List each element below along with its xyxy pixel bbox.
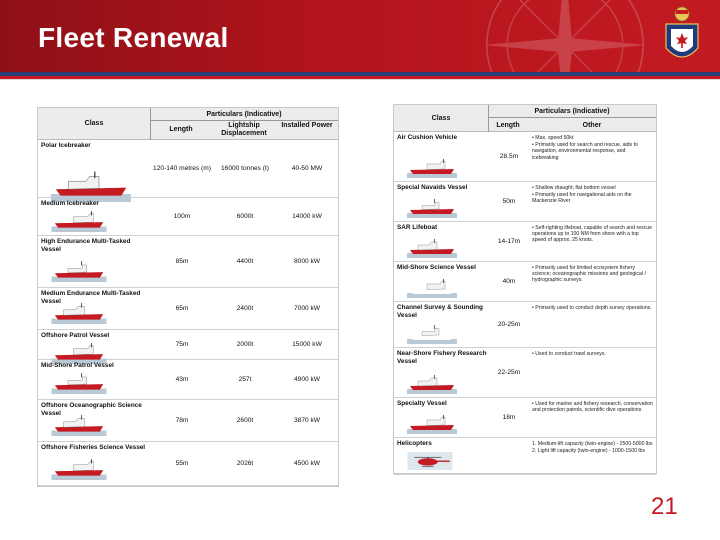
vessel-power: 14000 kW xyxy=(292,213,322,220)
vessel-image-frame xyxy=(44,260,114,287)
vessel-image xyxy=(44,260,114,282)
other-bullet: • Shallow draught; flat bottom vessel xyxy=(532,185,616,191)
other-bullet: • Used to conduct trawl surveys. xyxy=(532,351,606,357)
vessel-length: 65m xyxy=(175,305,189,312)
vessel-image xyxy=(400,278,464,298)
other-bullet: • Primarily used for search and rescue, aids to navigation, environmental response, and icebreaking xyxy=(532,142,638,161)
table-row xyxy=(38,330,338,360)
vessel-power: 7000 kW xyxy=(293,305,321,312)
vessel-class-name: Mid-Shore Patrol Vessel xyxy=(41,362,114,369)
vessel-class-name: Special Navaids Vessel xyxy=(397,184,468,191)
vessel-length: 55m xyxy=(175,460,189,467)
vessel-image xyxy=(400,198,464,218)
vessel-image xyxy=(44,302,114,324)
vessel-other-particulars xyxy=(532,401,653,414)
vessel-length: 78m xyxy=(175,417,189,424)
vessel-length: 14-17m xyxy=(497,238,521,245)
vessel-class-name: SAR Lifeboat xyxy=(397,224,438,231)
vessel-length: 20-25m xyxy=(497,321,521,328)
vessel-image-frame xyxy=(400,278,464,303)
column-header-displacement: Lightship Displacement xyxy=(221,122,267,137)
vessel-length: 18m xyxy=(502,414,516,421)
vessel-displacement: 2600t xyxy=(236,417,254,424)
vessel-class-name: Offshore Oceanographic Science Vessel xyxy=(41,402,142,417)
table-row xyxy=(38,360,338,400)
other-bullet: • Primarily used to conduct depth survey operations. xyxy=(532,305,652,311)
vessel-displacement: 2026t xyxy=(236,460,254,467)
vessel-image-frame xyxy=(400,238,464,263)
table-row xyxy=(394,348,656,398)
vessel-image xyxy=(400,324,464,344)
vessel-length: 28.5m xyxy=(499,153,519,160)
vessel-class-name: Mid-Shore Science Vessel xyxy=(397,264,476,271)
vessel-length: 75m xyxy=(175,341,189,348)
vessel-other-particulars xyxy=(532,185,653,206)
table-row xyxy=(394,302,656,348)
vessel-other-particulars xyxy=(532,305,653,312)
vessel-image-frame xyxy=(400,158,464,183)
vessel-power: 3870 kW xyxy=(293,417,321,424)
vessel-image xyxy=(400,158,464,178)
table-row xyxy=(38,198,338,236)
vessel-class-name: Specialty Vessel xyxy=(397,400,447,407)
table-header xyxy=(394,105,656,132)
vessel-displacement: 4400t xyxy=(236,258,254,265)
vessel-image xyxy=(44,210,114,232)
column-header-other: Other xyxy=(582,122,602,129)
vessel-image-frame xyxy=(400,198,464,223)
vessel-class-name: High Endurance Multi-Tasked Vessel xyxy=(41,238,131,253)
column-header-power: Installed Power xyxy=(281,122,333,129)
other-bullet: • Used for marine and fishery research, conservation and protection patrols, scientific dive operations xyxy=(532,401,653,414)
vessel-length: 22-25m xyxy=(497,369,521,376)
slide-title: Fleet Renewal xyxy=(38,22,229,53)
vessel-power: 4900 kW xyxy=(293,376,321,383)
vessel-length: 100m xyxy=(173,213,191,220)
table-row xyxy=(394,222,656,262)
column-group-particulars: Particulars (Indicative) xyxy=(206,111,282,118)
vessel-image-frame xyxy=(400,414,464,439)
vessel-class-name: Polar Icebreaker xyxy=(41,142,91,149)
vessel-length: 85m xyxy=(175,258,189,265)
vessel-displacement: 16000 tonnes (t) xyxy=(220,165,270,172)
vessel-class-name: Near-Shore Fishery Research Vessel xyxy=(397,350,487,365)
table-row xyxy=(394,262,656,302)
header-divider-grey xyxy=(0,79,720,80)
other-bullet: 1. Medium-lift capacity (twin-engine) - 2500-5000 lbs xyxy=(532,441,653,447)
helicopter-image xyxy=(400,452,460,470)
other-bullet: 2. Light lift capacity (twin-engine) - 1000-1500 lbs xyxy=(532,448,646,455)
vessel-image-frame xyxy=(44,210,114,237)
vessel-image xyxy=(400,238,464,258)
vessel-power: 15000 kW xyxy=(292,341,322,348)
table-row xyxy=(38,140,338,198)
vessel-image xyxy=(44,372,114,394)
vessel-displacement: 6000t xyxy=(236,213,254,220)
vessel-image xyxy=(400,414,464,434)
vessel-class-name: Medium Icebreaker xyxy=(41,200,99,207)
table-header xyxy=(38,108,338,140)
table-row xyxy=(394,438,656,475)
table-row xyxy=(394,398,656,438)
large-vessels-table xyxy=(37,107,339,487)
title-banner xyxy=(0,0,720,72)
specialty-vessels-table xyxy=(393,104,657,474)
vessel-class-name: Channel Survey & Sounding Vessel xyxy=(397,304,483,319)
vessel-displacement: 2400t xyxy=(236,305,254,312)
vessel-length: 43m xyxy=(175,376,189,383)
vessel-image xyxy=(44,414,114,436)
column-header-length: Length xyxy=(496,122,520,129)
vessel-power: 4500 kW xyxy=(293,460,321,467)
table-row xyxy=(38,288,338,330)
table-row xyxy=(394,132,656,182)
vessel-image-frame xyxy=(400,374,464,399)
vessel-class-name: Helicopters xyxy=(397,440,432,447)
other-bullet: • Primarily used for navigational aids on the Mackenzie River xyxy=(532,192,632,205)
other-bullet: • Max. speed 50kt xyxy=(532,135,574,141)
vessel-length: 120-140 metres (m) xyxy=(153,165,211,172)
column-group-particulars: Particulars (Indicative) xyxy=(534,108,610,115)
vessel-other-particulars xyxy=(532,441,653,455)
coast-guard-crest-icon xyxy=(658,4,706,68)
other-bullet: • Self-righting lifeboat, capable of search and rescue operations up to 100 NM from shore with a top speed of approx. 25 knots. xyxy=(532,225,653,244)
vessel-other-particulars xyxy=(532,225,653,245)
table-row xyxy=(38,236,338,288)
vessel-image-frame xyxy=(44,372,114,399)
vessel-length: 40m xyxy=(502,278,516,285)
vessel-image-frame xyxy=(44,302,114,329)
vessel-displacement: 2000t xyxy=(236,341,254,348)
vessel-image-frame xyxy=(44,458,114,485)
column-header-length: Length xyxy=(169,126,193,133)
vessel-image xyxy=(400,374,464,394)
other-bullet: • Primarily used for limited ecosystem fishery science; oceanographic missions and geological / hydrographic surveys. xyxy=(532,265,646,284)
vessel-displacement: 257t xyxy=(238,376,252,383)
table-row xyxy=(38,442,338,486)
table-row xyxy=(394,182,656,222)
vessel-image-frame xyxy=(400,452,460,475)
vessel-class-name: Air Cushion Vehicle xyxy=(397,134,458,141)
column-header-class: Class xyxy=(84,120,104,127)
vessel-other-particulars xyxy=(532,351,653,358)
vessel-class-name: Offshore Patrol Vessel xyxy=(41,332,110,339)
vessel-length: 50m xyxy=(502,198,516,205)
vessel-class-name: Offshore Fisheries Science Vessel xyxy=(41,444,146,451)
vessel-image-frame xyxy=(44,414,114,441)
column-header-class: Class xyxy=(431,115,451,122)
vessel-image xyxy=(44,458,114,480)
page-number: 21 xyxy=(651,493,678,520)
vessel-other-particulars xyxy=(532,265,653,285)
vessel-power: 40-50 MW xyxy=(291,165,323,172)
compass-rose-icon xyxy=(480,0,650,72)
vessel-image-frame xyxy=(400,324,464,349)
vessel-power: 8000 kW xyxy=(293,258,321,265)
vessel-other-particulars xyxy=(532,135,653,162)
table-row xyxy=(38,400,338,442)
vessel-class-name: Medium Endurance Multi-Tasked Vessel xyxy=(41,290,141,305)
